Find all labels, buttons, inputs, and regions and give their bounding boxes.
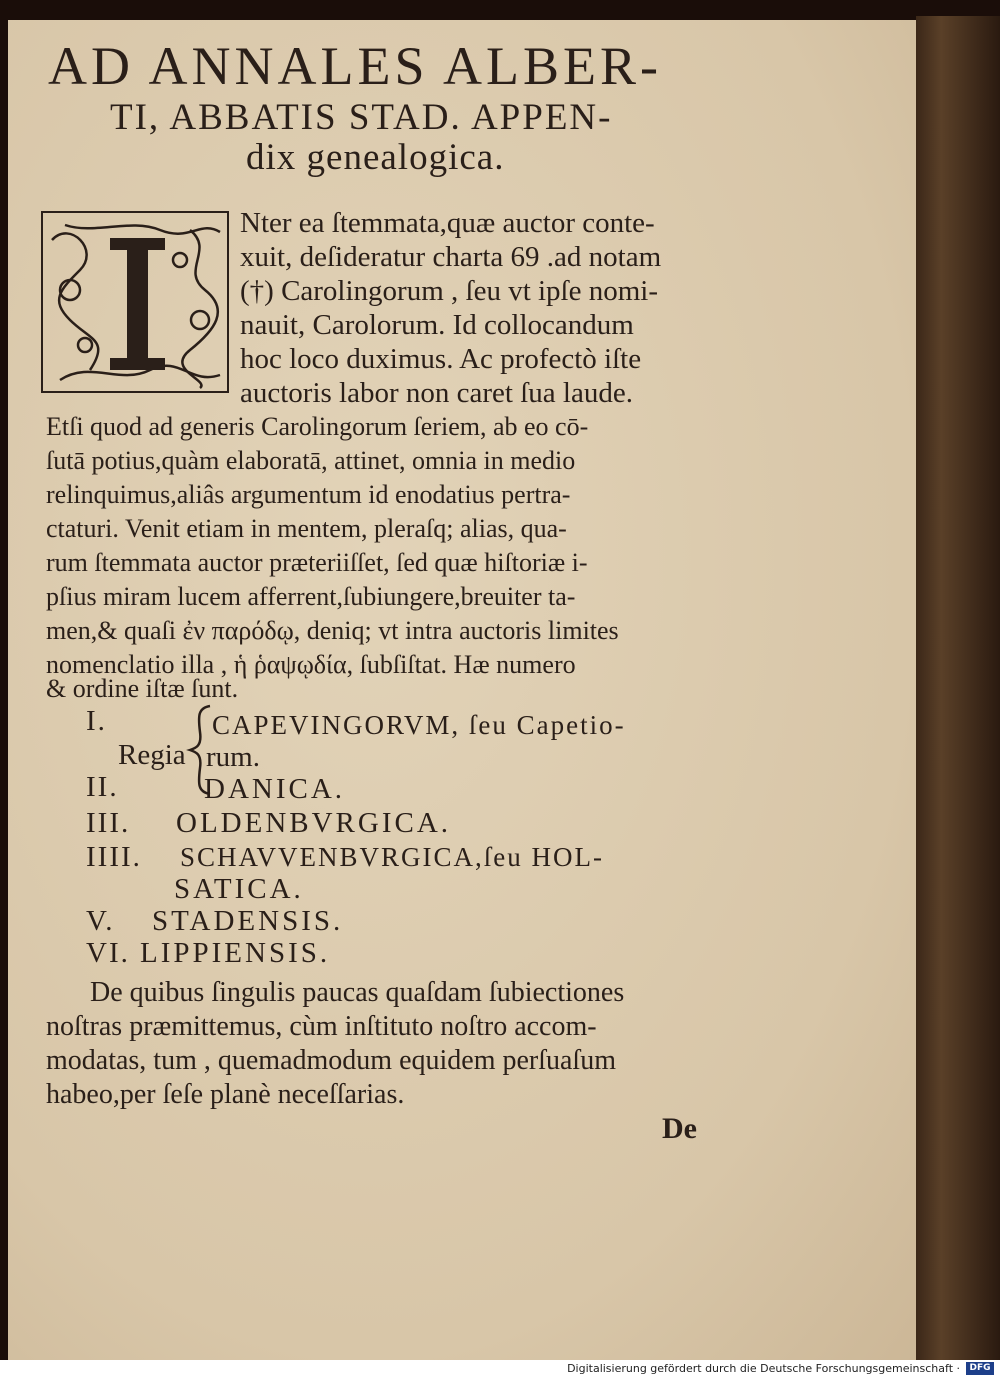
list-item-4-number: IIII. [86,841,142,873]
decorated-initial-i [40,210,230,394]
body-line-4: nauit, Carolorum. Id collocandum [240,309,634,341]
page-title-line-3: dix genealogica. [246,137,505,178]
list-item-3-number: III. [86,807,131,839]
body-line-12: pſius miram lucem afferrent,ſubiungere,breuiter ta- [46,582,576,611]
body-line-5: hoc loco duximus. Ac profectò iſte [240,343,642,375]
list-item-4-text: SCHAVVENBVRGICA,ſeu HOL- [180,842,605,872]
list-item-1-continuation: rum. [206,741,260,773]
body-line-3: (†) Carolingorum , ſeu vt ipſe nomi- [240,275,659,307]
body-line-7: Etſi quod ad generis Carolingorum ſeriem, ab eo cō- [46,412,589,441]
footer-credit: Digitalisierung gefördert durch die Deutsche Forschungsgemeinschaft · [567,1362,960,1375]
list-item-1-text: CAPEVINGORVM, ſeu Capetio- [212,710,626,740]
page-title-line-2: TI, ABBATIS STAD. APPEN- [110,97,613,138]
body-line-2: xuit, deſideratur charta 69 .ad notam [240,241,662,273]
list-item-6-number: VI. [86,937,130,969]
closing-line-2: noſtras præmittemus, cùm inſtituto noſtro accom- [46,1011,597,1042]
catchword: De [662,1112,697,1145]
list-item-5-number: V. [86,905,115,937]
page-title-line-1: AD ANNALES ALBER- [48,36,663,96]
dfg-logo: DFG [966,1362,994,1375]
list-item-6-text: LIPPIENSIS. [140,937,331,969]
body-line-6: auctoris labor non caret ſua laude. [240,377,633,409]
page-edge [916,16,1000,1360]
body-line-9: relinquimus,aliâs argumentum id enodatius pertra- [46,480,571,509]
footer-bar [0,1360,1000,1378]
list-item-4-continuation: SATICA. [174,873,304,905]
closing-line-1: De quibus ſingulis paucas quaſdam ſubiectiones [90,977,625,1008]
regia-label: Regia [118,739,186,771]
list-item-3-text: OLDENBVRGICA. [176,807,452,839]
list-item-1-number: I. [86,705,107,737]
body-line-8: ſutā potius,quàm elaboratā, attinet, omnia in medio [46,446,576,475]
body-line-14: nomenclatio illa , ἡ ῥαψῳδία, ſubſiſtat. Hæ numero [46,650,576,679]
body-line-13: men,& quaſi ἐν παρόδῳ, deniq; vt intra auctoris limites [46,616,619,645]
body-line-10: ctaturi. Venit etiam in mentem, pleraſq; alias, qua- [46,514,567,543]
closing-line-3: modatas, tum , quemadmodum equidem perſuaſum [46,1045,616,1076]
body-line-15: & ordine iſtæ ſunt. [46,674,239,703]
list-item-2-number: II. [86,771,119,803]
closing-line-4: habeo,per ſeſe planè neceſſarias. [46,1079,405,1110]
list-item-5-text: STADENSIS. [152,905,344,937]
list-item-2-text: DANICA. [204,773,346,805]
body-line-11: rum ſtemmata auctor præteriiſſet, ſed quæ hiſtoriæ i- [46,548,588,577]
body-line-1: Nter ea ſtemmata,quæ auctor conte- [240,207,655,239]
